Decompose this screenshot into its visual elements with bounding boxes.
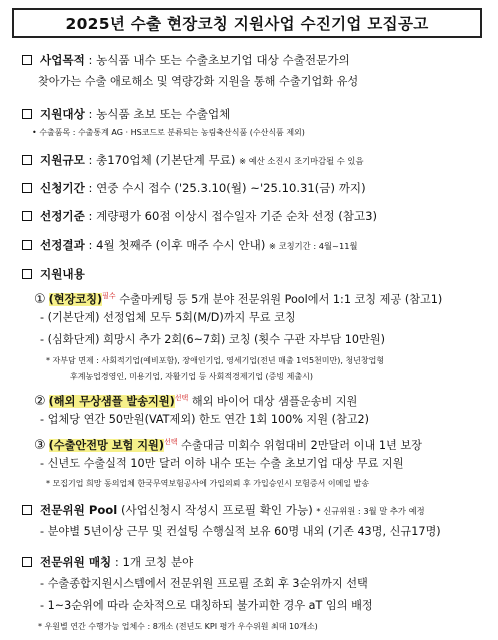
item-number: ② — [34, 394, 46, 409]
content-row — [22, 267, 85, 281]
target-text: 농식품 초보 또는 수출업체 — [96, 107, 231, 121]
item3-detail: - 신년도 수출실적 10만 달러 이하 내수 또는 수출 초보기업 대상 무료 지원 — [40, 457, 404, 470]
expert-pool-label: 전문위원 Pool — [40, 503, 118, 517]
matching-text: : 1개 코칭 분야 — [114, 555, 194, 569]
checkbox-icon — [22, 211, 32, 221]
scale-text: 총170업체 (기본단계 무료) — [96, 153, 236, 167]
target-label: 지원대상 — [40, 107, 85, 121]
item2-detail: - 업체당 연간 50만원(VAT제외) 한도 연간 1회 100% 지원 (참고2) — [40, 413, 370, 426]
matching-row — [22, 555, 193, 569]
matching-detail-2: - 1~3순위에 따라 순차적으로 대칭하되 불가피한 경우 aT 임의 배정 — [40, 599, 373, 612]
checkbox-icon — [22, 240, 32, 250]
matching-label: 전문위원 매칭 — [40, 555, 112, 569]
item-required-mark: 필수 — [102, 292, 116, 300]
item-number: ③ — [34, 438, 46, 453]
expert-pool-detail: - 분야별 5년이상 근무 및 컨설팅 수행실적 보유 60명 내외 (기존 43명, 신규17명) — [40, 525, 441, 538]
criteria-label: 선정기준 — [40, 209, 85, 223]
criteria-text: 계량평가 60점 이상시 접수일자 기준 순차 선정 (참고3) — [96, 209, 378, 223]
matching-note: * 우원별 연간 수행가능 업체수 : 8개소 (전년도 KPI 평가 우수위원 최대 10개소) — [38, 622, 318, 631]
checkbox-icon — [22, 505, 32, 515]
purpose-label: 사업목적 — [40, 53, 85, 67]
item1-detail-advanced: - (심화단계) 희망시 추가 2회(6~7회) 코칭 (횟수 구관 자부담 10만원) — [40, 333, 385, 346]
period-row: 신청기간 : 연중 수시 접수 ('25.3.10(월) ~'25.10.31(금) 까지) — [22, 181, 366, 195]
expert-pool-text: (사업신청시 작성시 프로필 확인 가능) — [120, 503, 313, 517]
checkbox-icon — [22, 557, 32, 567]
item-text: 수출대금 미회수 위험대비 2만달러 이내 1년 보장 — [181, 439, 422, 452]
item1-detail-basic: - (기본단계) 선정업체 모두 5회(M/D)까지 무료 코칭 — [40, 311, 296, 324]
item1-note-1: * 자부담 면제 : 사회적기업(예비포함), 장애인기업, 영세기업(전년 매출 1억5천미만), 청년창업형 — [46, 356, 385, 365]
scale-label: 지원규모 — [40, 153, 85, 167]
scale-note: ※ 예산 소진시 조기마감될 수 있음 — [239, 156, 364, 166]
item-optional-mark: 선택 — [174, 394, 189, 402]
checkbox-icon — [22, 109, 32, 119]
checkbox-icon — [22, 269, 32, 279]
item-optional-mark: 선택 — [163, 438, 178, 446]
matching-detail-1: - 수출종합지원시스템에서 전문위원 프로필 조회 후 3순위까지 선택 — [40, 577, 368, 590]
period-label: 신청기간 — [40, 181, 85, 195]
item-text: 해외 바이어 대상 샘플운송비 지원 — [191, 395, 358, 408]
checkbox-icon — [22, 155, 32, 165]
expert-pool-row — [22, 503, 425, 518]
item-number: ① — [34, 292, 46, 307]
checkbox-icon — [22, 55, 32, 65]
purpose-text: 농식품 내수 또는 수출초보기업 대상 수출전문가의 — [96, 53, 350, 67]
checkbox-icon — [22, 183, 32, 193]
item3-note: * 모집기업 희망 동의업체 한국무역보험공사에 가입의뢰 후 가입승인시 모험증서 이메일 발송 — [46, 479, 370, 488]
target-row: 지원대상 : 농식품 초보 또는 수출업체 — [22, 107, 230, 121]
result-note: ※ 코칭기간 : 4월~11월 — [269, 241, 358, 251]
item-tag: (수출안전망 보험 지원) — [48, 439, 164, 452]
purpose-text-cont: 찾아가는 수출 애로해소 및 역량강화 지원을 통해 수출기업화 유성 — [38, 75, 359, 88]
purpose-row: 사업목적 : 농식품 내수 또는 수출초보기업 대상 수출전문가의 — [22, 53, 350, 67]
content-item-3 — [34, 435, 422, 453]
page-title: 2025년 수출 현장코칭 지원사업 수진기업 모집공고 — [12, 8, 482, 38]
result-text: 4월 첫째주 (이후 매주 수시 안내) — [96, 238, 266, 252]
result-label: 선정결과 — [40, 238, 85, 252]
content-label: 지원내용 — [40, 267, 85, 281]
item1-note-2: 후계농업경영인, 미용기업, 자활기업 등 사회적경제기업 (증빙 제출시) — [70, 372, 313, 381]
period-text: 연중 수시 접수 ('25.3.10(월) ~'25.10.31(금) 까지) — [96, 181, 366, 195]
result-row: 선정결과 : 4월 첫째주 (이후 매주 수시 안내) ※ 코칭기간 : 4월~11월 — [22, 238, 358, 253]
target-note: • 수출품목 : 수출통계 AG · HS코드로 분류되는 농림축산식품 (수산식품 제외) — [32, 128, 305, 137]
content-item-2 — [34, 391, 357, 409]
scale-row: 지원규모 : 총170업체 (기본단계 무료) ※ 예산 소진시 조기마감될 수 있음 — [22, 153, 363, 168]
expert-pool-note: * 신규위원 : 3월 말 추가 예정 — [316, 506, 425, 516]
item-text: 수출마케팅 등 5개 분야 전문위원 Pool에서 1:1 코칭 제공 (참고1) — [119, 293, 443, 306]
item-tag: (현장코칭) — [48, 293, 103, 306]
item-tag: (해외 무상샘플 발송지원) — [48, 395, 175, 408]
content-item-1 — [34, 289, 442, 307]
criteria-row: 선정기준 : 계량평가 60점 이상시 접수일자 기준 순차 선정 (참고3) — [22, 209, 377, 223]
